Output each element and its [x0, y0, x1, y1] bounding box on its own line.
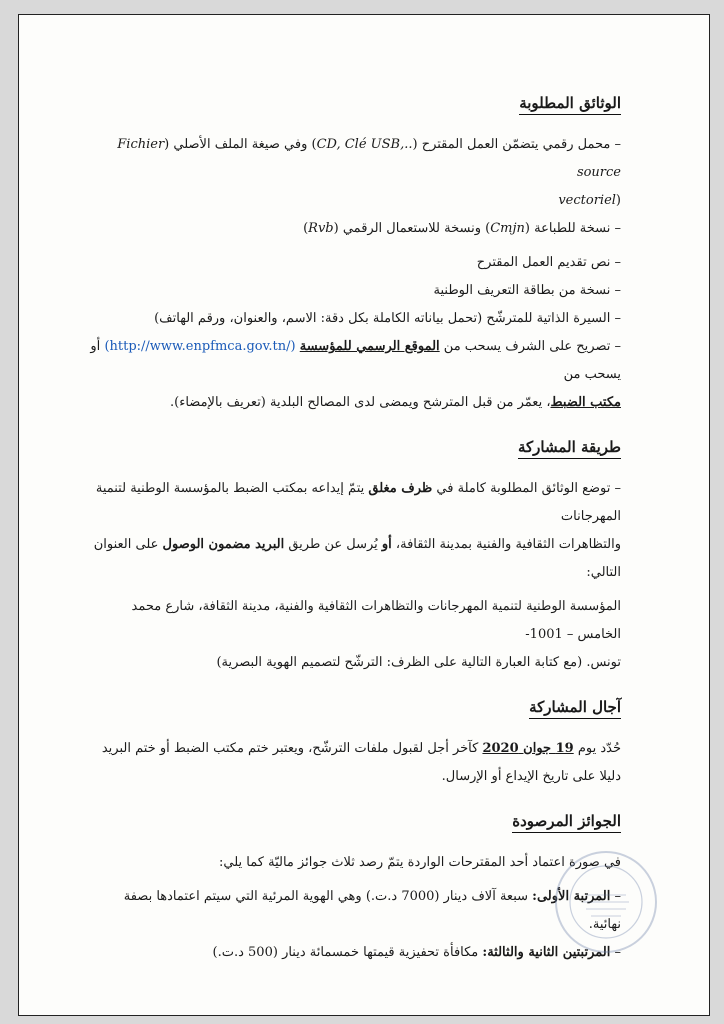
section-heading: الجوائز المرصودة: [512, 810, 621, 833]
doc-line-id-card: – نسخة من بطاقة التعريف الوطنية: [433, 283, 621, 298]
section-required-documents: [89, 91, 621, 417]
section-heading: طريقة المشاركة: [518, 436, 621, 459]
deadline-line-proof: دليلا على تاريخ الإيداع أو الإرسال.: [441, 769, 621, 784]
prizes-line-intro: في صورة اعتماد أحد المقترحات الواردة يتمّ رصد ثلاث جوائز ماليّة كما يلي:: [219, 855, 621, 870]
stamp-seal-icon: [551, 847, 661, 957]
doc-line-cv: – السيرة الذاتية للمترشّح (تحمل بياناته الكاملة بكل دقة: الاسم، والعنوان، ورقم الهاتف): [154, 311, 621, 326]
prizes-line-first: – المرتبة الأولى: سبعة آلاف دينار (7000 د.ت.) وهي الهوية المرئية التي سيتم اعتمادها بصفة نهائية.: [123, 889, 621, 932]
section-heading: آجال المشاركة: [529, 696, 621, 719]
website-link[interactable]: (http://www.enpfmca.gov.tn/): [104, 339, 296, 354]
method-line-mail: والتظاهرات الثقافية والفنية بمدينة الثقافة، أو يُرسل عن طريق البريد مضمون الوصول على العنوان التالي:: [93, 537, 621, 580]
doc-line-presentation-text: – نص تقديم العمل المقترح: [476, 255, 621, 270]
doc-line-digital-media: – محمل رقمي يتضمّن العمل المقترح (CD, Clé USB,..) وفي صيغة الملف الأصلي (Fichier source: [117, 137, 621, 180]
section-deadlines: [89, 695, 621, 791]
method-line-address: المؤسسة الوطنية لتنمية المهرجانات والتظاهرات الثقافية والفنية، مدينة الثقافة، شارع محمد الخامس – 1001-: [131, 599, 621, 642]
section-prizes: [89, 809, 621, 967]
section-participation-method: [89, 435, 621, 677]
document-content: [89, 91, 621, 985]
deadline-line-date: حُدّد يوم 19 جوان 2020 كآخر أجل لقبول ملفات الترشّح، ويعتبر ختم مكتب الضبط أو ختم البريد: [101, 741, 621, 756]
doc-line-declaration: – تصريح على الشرف يسحب من الموقع الرسمي للمؤسسة (http://www.enpfmca.gov.tn/) أو يسحب من: [90, 339, 621, 382]
doc-line-vectoriel: (vectoriel: [558, 193, 621, 208]
doc-line-office: مكتب الضبط، يعمّر من قبل المترشح ويمضى لدى المصالح البلدية (تعريف بالإمضاء).: [170, 395, 621, 410]
section-heading: الوثائق المطلوبة: [519, 92, 621, 115]
doc-line-print-copy: – نسخة للطباعة (Cmjn) ونسخة للاستعمال الرقمي (Rvb): [303, 221, 621, 236]
method-line-envelope: – توضع الوثائق المطلوبة كاملة في ظرف مغلق يتمّ إيداعه بمكتب الضبط بالمؤسسة الوطنية لتنمية المهرجانات: [95, 481, 621, 524]
document-page: [18, 14, 710, 1016]
prizes-line-second-third: – المرتبتين الثانية والثالثة: مكافأة تحفيزية قيمتها خمسمائة دينار (500 د.ت.): [212, 945, 621, 960]
method-line-city: تونس. (مع كتابة العبارة التالية على الظرف: الترشّح لتصميم الهوية البصرية): [216, 655, 621, 670]
